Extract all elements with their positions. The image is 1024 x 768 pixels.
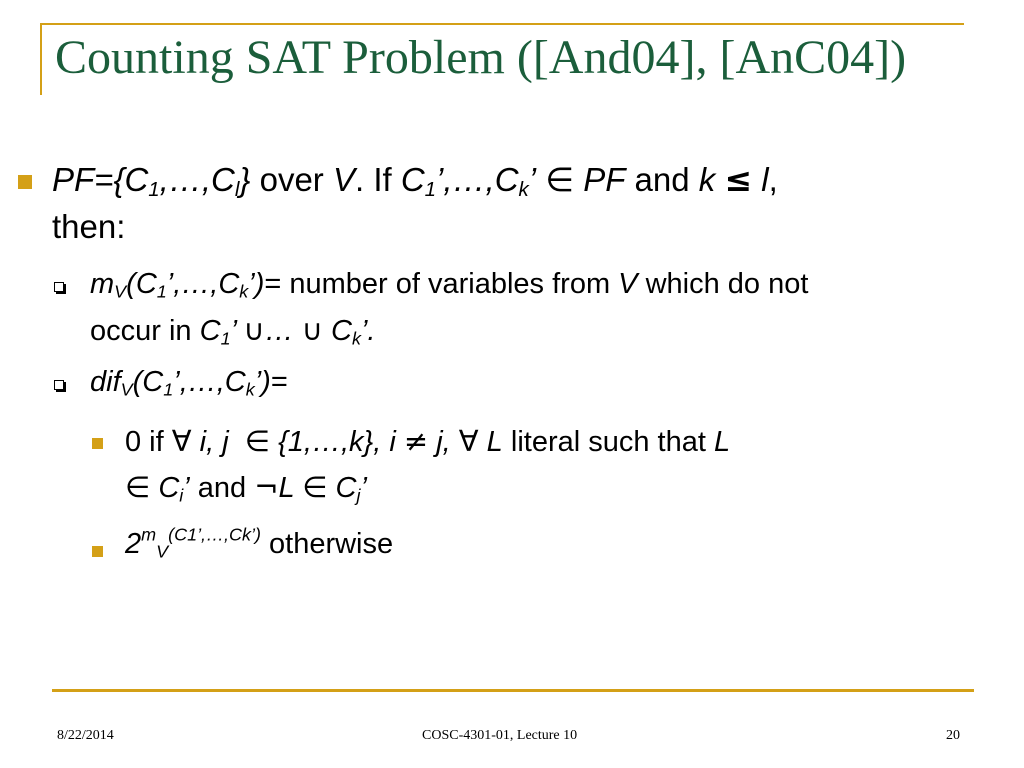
text-ck: C	[323, 315, 352, 347]
bullet-marker	[92, 438, 103, 449]
bullet-marker	[92, 546, 103, 557]
sub-l: l	[234, 178, 240, 202]
footer-rule	[52, 689, 974, 692]
sub-k: k	[352, 328, 361, 349]
text-args-a: (C	[132, 366, 164, 398]
text-apos: ’	[360, 472, 367, 504]
sub1-line2	[90, 313, 375, 348]
forall-symbol: ∀	[171, 424, 192, 458]
sub2-line1	[90, 366, 288, 399]
title-rule-left	[40, 23, 42, 95]
text-comma: ,	[768, 161, 778, 198]
text-args-b: ’,…,C	[166, 268, 240, 300]
sup-exp: (C1’,…,Ck’)	[168, 524, 261, 545]
sub-v: V	[114, 281, 127, 302]
element-of-symbol: ∈	[545, 160, 575, 199]
text-zero-if: 0 if	[125, 426, 172, 458]
text-mid1: ,…,C	[159, 161, 235, 198]
text-v: V	[618, 268, 638, 300]
sub-v: V	[120, 379, 133, 400]
sub-1: 1	[148, 178, 160, 202]
text-and: and	[189, 472, 255, 504]
not-equal-symbol: ≠	[403, 424, 429, 458]
bullet1-line2: then:	[52, 208, 126, 245]
text-dots: …	[264, 315, 302, 347]
sub-j: j	[356, 485, 361, 506]
sub-k: k	[518, 178, 529, 202]
union-symbol: ∪	[301, 313, 323, 347]
footer-date: 8/22/2014	[57, 728, 114, 743]
text-literal: literal such that	[502, 426, 714, 458]
sub-1b: 1	[424, 178, 437, 202]
item1-line1	[125, 424, 730, 459]
text-end: ’.	[360, 315, 376, 347]
text-over: over	[250, 161, 333, 198]
text-args-c: ’)	[248, 268, 265, 300]
element-of-symbol: ∈	[302, 470, 328, 504]
text-c: C	[199, 315, 221, 347]
text-pf: PF={C	[52, 161, 149, 198]
text-apos: ’	[183, 472, 190, 504]
sub-i: i	[179, 485, 184, 506]
text-args-c: ’)	[254, 366, 271, 398]
text-mid2: ’,…,C	[436, 161, 519, 198]
text-apos: ’	[230, 315, 244, 347]
text-L: L	[478, 426, 503, 458]
element-of-symbol: ∈	[244, 424, 271, 458]
text-eq: =	[270, 366, 288, 398]
sup-m: m	[141, 524, 157, 545]
text-two: 2	[125, 528, 142, 560]
text-ci: C	[150, 472, 180, 504]
text-eq: = number of variables from	[264, 268, 619, 300]
text-cj: C	[327, 472, 357, 504]
forall-symbol: ∀	[458, 424, 479, 458]
sub-k: k	[245, 379, 255, 400]
footer-page-number: 20	[946, 728, 960, 743]
sub-1: 1	[163, 379, 174, 400]
element-of-symbol: ∈	[125, 470, 151, 504]
sub-v: V	[156, 541, 169, 562]
text-v: V	[332, 161, 355, 198]
text-ij: i, j	[191, 426, 237, 458]
leq-symbol: ≤	[724, 160, 753, 199]
text-c: C	[400, 161, 425, 198]
text-L2: L	[713, 426, 731, 458]
sub1-line1	[90, 268, 808, 301]
text-if: . If	[354, 161, 401, 198]
text-k: k	[698, 161, 716, 198]
text-args-b: ’,…,C	[173, 366, 246, 398]
slide-title: Counting SAT Problem ([And04], [AnC04])	[55, 31, 907, 84]
text-rest: which do not	[637, 268, 809, 300]
text-set: {1,…,k}, i	[270, 426, 404, 458]
text-occur: occur in	[90, 315, 200, 347]
text-L3: L	[278, 472, 303, 504]
negation-symbol: ¬	[254, 470, 279, 504]
text-j: j,	[428, 426, 459, 458]
text-m: m	[90, 268, 115, 300]
sub-bullet-marker	[54, 282, 64, 292]
sub-1: 1	[156, 281, 167, 302]
text-dif: dif	[90, 366, 121, 398]
sub-k: k	[239, 281, 249, 302]
text-close: }	[239, 161, 251, 198]
title-rule-top	[40, 23, 964, 25]
sub-1b: 1	[220, 328, 231, 349]
text-apos: ’	[528, 161, 537, 198]
footer-course: COSC-4301-01, Lecture 10	[422, 728, 578, 743]
text-otherwise: otherwise	[260, 528, 394, 560]
item1-line2	[125, 470, 367, 505]
text-args-a: (C	[126, 268, 157, 300]
bullet1-line1	[52, 160, 778, 202]
sub-bullet-marker	[54, 380, 64, 390]
union-symbol: ∪	[243, 313, 265, 347]
text-pf2: PF	[583, 161, 626, 198]
text-l: l	[761, 161, 769, 198]
bullet-marker	[18, 175, 32, 189]
item2-line1	[125, 524, 394, 562]
text-and: and	[625, 161, 699, 198]
